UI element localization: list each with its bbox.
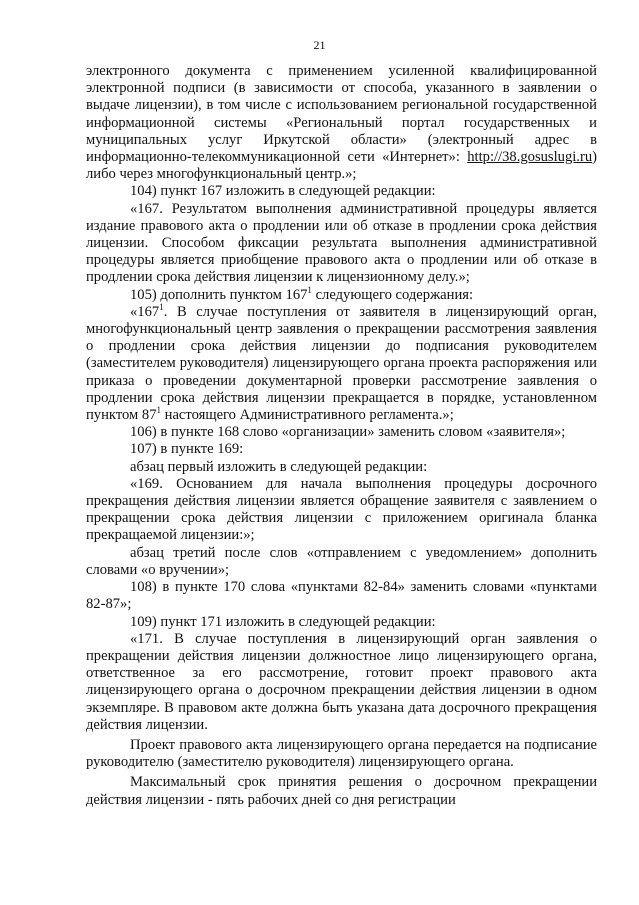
paragraph-14: Проект правового акта лицензирующего органа передается на подписание руководителю (заместителю руководителя) лицензирующего органа.: [86, 736, 597, 771]
paragraph-13: «171. В случае поступления в лицензирующий орган заявления о прекращении действия лицензии должностное лицо лицензирующего органа, ответственное за его рассмотрение, готовит проект правового акта лицензирующего органа о досрочном прекращении действия лицензии в одном экземпляре. В правовом акте должна быть указана дата досрочного прекращения действия лицензии.: [86, 630, 597, 733]
superscript: 1: [156, 405, 161, 416]
paragraph-1-text: электронного документа с применением усиленной квалифицированной электронной подписи (в зависимости от способа, указанного в заявлении о выдаче лицензии), в том числе с использованием региональной государственной информационной системы «Региональный портал государственных и муниципальных услуг Иркутской области» (электронный адрес в информационно-телекоммуникационной сети «Интернет»:: [86, 63, 597, 166]
paragraph-12: 109) пункт 171 изложить в следующей редакции:: [130, 613, 436, 630]
paragraph-8: абзац первый изложить в следующей редакции:: [130, 458, 428, 475]
paragraph-1-tail: ) либо через многофункциональный центр.»;: [86, 149, 597, 183]
superscript: 1: [159, 301, 164, 312]
paragraph-5: [86, 301, 597, 424]
paragraph-6: 106) в пункте 168 слово «организации» заменить словом «заявителя»;: [130, 424, 566, 441]
paragraph-4-text: 105) дополнить пунктом 167: [130, 286, 308, 303]
paragraph-2: 104) пункт 167 изложить в следующей редакции:: [130, 183, 436, 200]
paragraph-7: 107) в пункте 169:: [130, 441, 244, 458]
paragraph-11: 108) в пункте 170 слова «пунктами 82-84» заменить словами «пунктами 82-87»;: [86, 579, 597, 613]
gosuslugi-link[interactable]: http://38.gosuslugi.ru: [467, 149, 593, 166]
document-body: [86, 63, 597, 809]
paragraph-5-text: . В случае поступления от заявителя в лицензирующий орган, многофункциональный центр заявления о прекращении рассмотрения заявления о продлении срока действия лицензии до подписания руководителем (заместителем руководителя) лицензирующего органа проекта распоряжения или приказа о проведении документарной проверки рассмотрение заявления о продлении срока действия лицензии прекращается в порядке, установленном пунктом 87: [86, 303, 597, 424]
paragraph-1: [86, 63, 597, 183]
paragraph-5-head: «167: [130, 303, 160, 320]
superscript: 1: [307, 284, 312, 295]
paragraph-3: «167. Результатом выполнения административной процедуры является издание правового акта о продлении или об отказе в продлении срока действия лицензии. Способом фиксации результата выполнения административной процедуры является приобщение правового акта о продлении или об отказе в продлении срока действия лицензии к лицензионному делу.»;: [86, 200, 597, 286]
paragraph-9: «169. Основанием для начала выполнения процедуры досрочного прекращения действия лицензии является обращение заявителя с заявлением о прекращении срока действия лицензии с приложением оригинала бланка прекращаемой лицензии:»;: [86, 475, 597, 544]
paragraph-10: абзац третий после слов «отправлением с уведомлением» дополнить словами «о вручении»;: [86, 544, 597, 578]
paragraph-15: Максимальный срок принятия решения о досрочном прекращении действия лицензии - пять рабочих дней со дня регистрации: [86, 774, 597, 808]
paragraph-5-tail: настоящего Административного регламента.»;: [161, 407, 454, 424]
paragraph-4-tail: следующего содержания:: [311, 286, 474, 303]
page-number: 21: [313, 38, 326, 52]
